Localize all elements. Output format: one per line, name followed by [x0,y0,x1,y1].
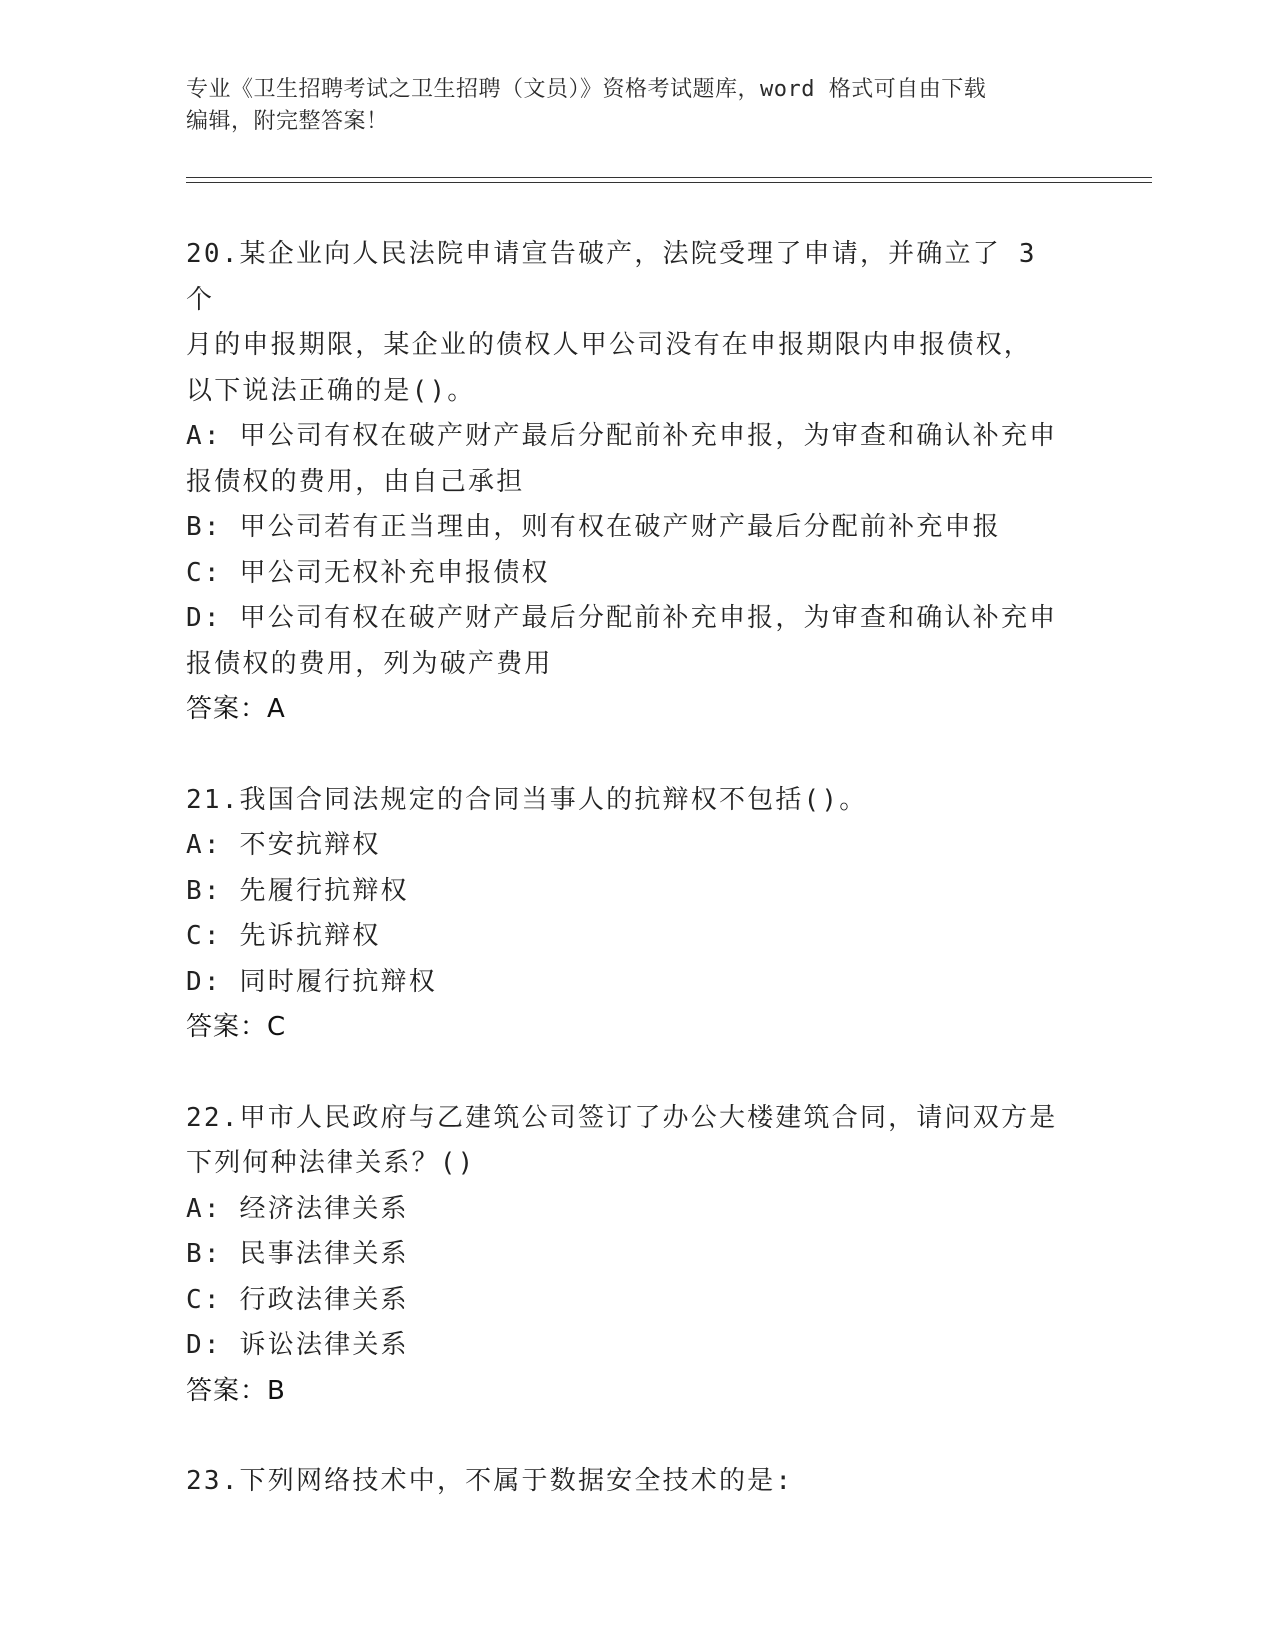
question-23 [186,1459,1076,1505]
answer-label: 答案：B [186,1375,286,1406]
header-divider-top [186,177,1152,178]
question-stem-line: 月的申报期限，某企业的债权人甲公司没有在申报期限内申报债权， [186,330,1033,360]
answer-label: 答案：C [186,1012,287,1042]
question-stem-line: 22.甲市人民政府与乙建筑公司签订了办公大楼建筑合同，请问双方是 [186,1102,1058,1133]
option-b: B: 民事法律关系 [186,1239,409,1269]
header-line-2: 编辑，附完整答案！ [186,109,389,134]
question-list [186,232,1076,1550]
option-a: A: 不安抗辩权 [186,830,381,860]
question-22 [186,1096,1076,1415]
question-stem-line: 20.某企业向人民法院申请宣告破产，法院受理了申请，并确立了 3 个 [186,239,1037,315]
question-stem-line: 下列何种法律关系？() [186,1148,476,1178]
header-line-1: 专业《卫生招聘考试之卫生招聘（文员）》资格考试题库，word 格式可自由下载 [186,77,987,102]
question-stem-line: 23.下列网络技术中，不属于数据安全技术的是: [186,1466,794,1496]
option-c: C: 甲公司无权补充申报债权 [186,557,550,588]
question-20 [186,232,1076,733]
option-b: B: 先履行抗辩权 [186,875,409,906]
header-divider-bottom [186,182,1152,183]
option-b: B: 甲公司若有正当理由，则有权在破产财产最后分配前补充申报 [186,512,1001,542]
document-header [186,74,1066,138]
question-stem-line: 以下说法正确的是()。 [186,375,476,406]
option-d-continued: 报债权的费用，列为破产费用 [186,648,553,679]
option-a-continued: 报债权的费用，由自己承担 [186,466,525,497]
question-stem-line: 21.我国合同法规定的合同当事人的抗辩权不包括()。 [186,784,868,815]
option-d: D: 诉讼法律关系 [186,1330,409,1360]
option-d: D: 甲公司有权在破产财产最后分配前补充申报，为审查和确认补充申 [186,603,1058,633]
option-c: C: 先诉抗辩权 [186,921,381,951]
option-a: A: 甲公司有权在破产财产最后分配前补充申报，为审查和确认补充申 [186,421,1058,451]
question-21 [186,778,1076,1051]
answer-label: 答案：A [186,694,286,724]
option-a: A: 经济法律关系 [186,1193,409,1224]
option-d: D: 同时履行抗辩权 [186,966,437,997]
option-c: C: 行政法律关系 [186,1284,409,1315]
